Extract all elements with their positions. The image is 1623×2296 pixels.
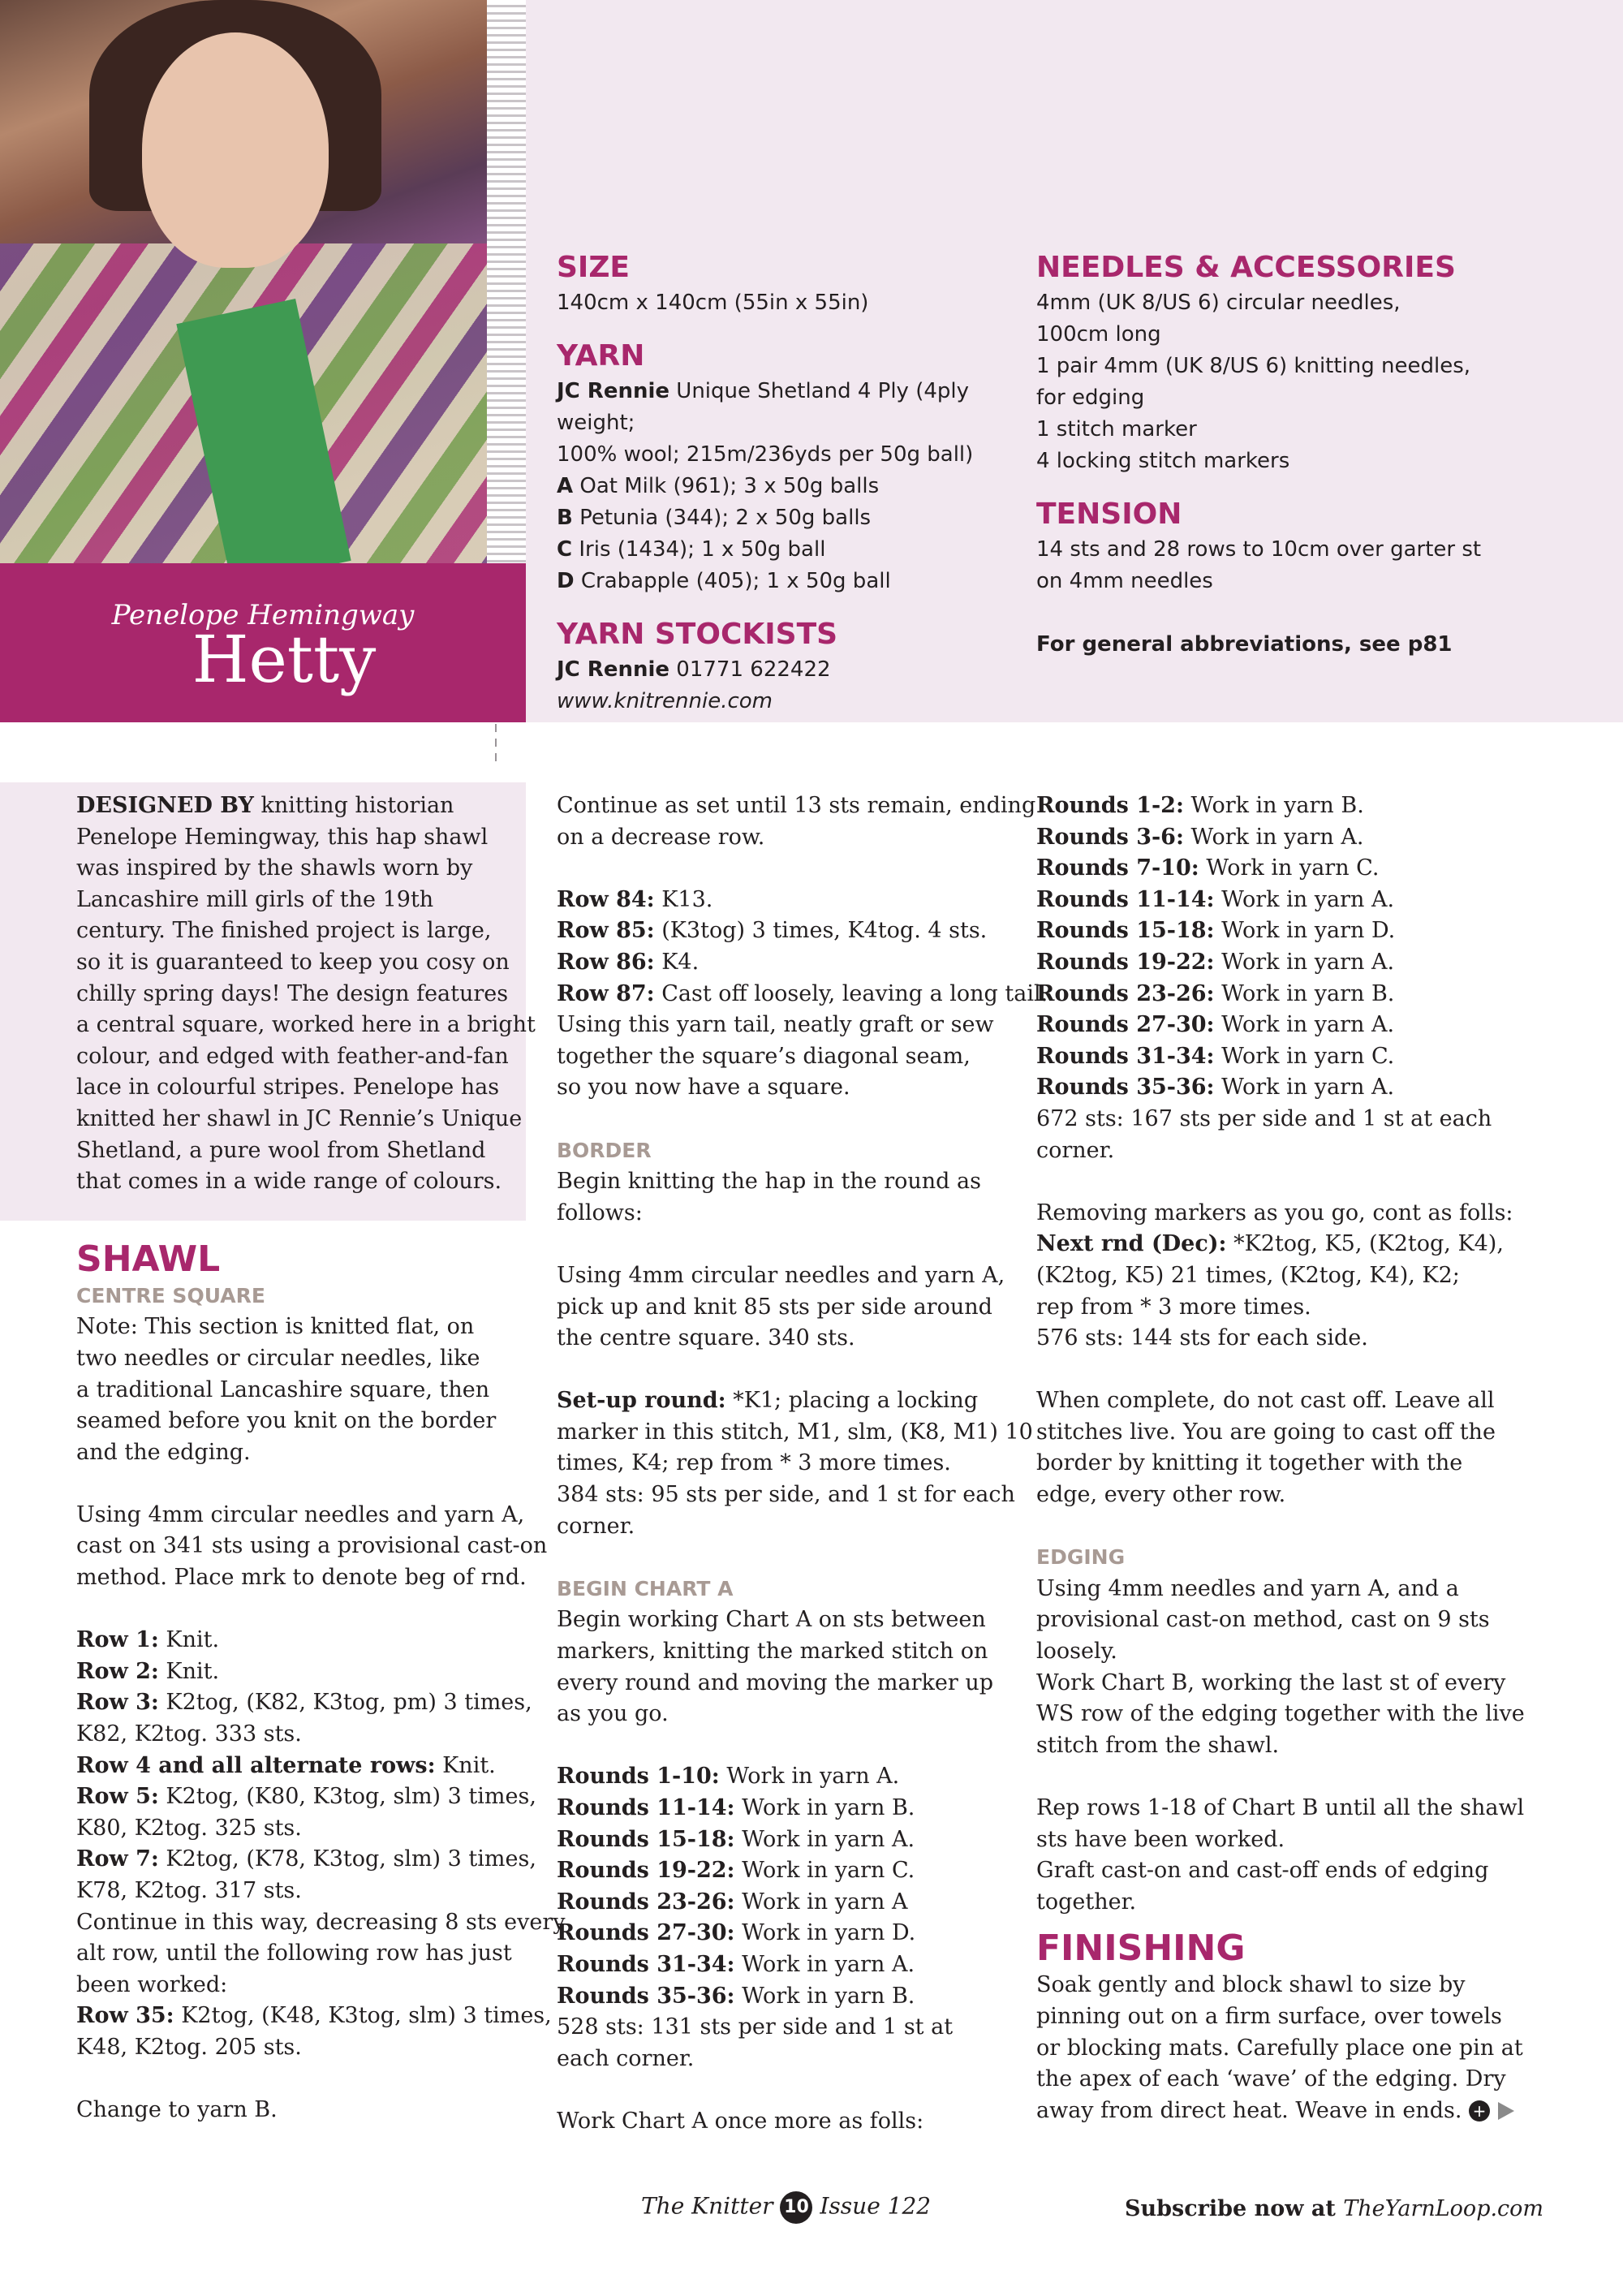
edging-heading: EDGING bbox=[1036, 1545, 1126, 1570]
caston-line: method. Place mrk to denote beg of rnd. bbox=[76, 1565, 527, 1591]
shawl-heading: SHAWL bbox=[76, 1238, 221, 1280]
stockists-heading: YARN STOCKISTS bbox=[557, 618, 838, 651]
size-heading: SIZE bbox=[557, 251, 631, 284]
text-line: Soak gently and block shawl to size by bbox=[1036, 1972, 1466, 1998]
column-2 bbox=[557, 790, 1048, 2138]
text-line: or blocking mats. Carefully place one pin at bbox=[1036, 2035, 1523, 2061]
text-line: provisional cast-on method, cast on 9 sts bbox=[1036, 1607, 1490, 1633]
row-instruction: K80, K2tog. 325 sts. bbox=[76, 1815, 302, 1841]
row-instruction: Row 2: Knit. bbox=[76, 1658, 220, 1684]
text-line: loosely. bbox=[1036, 1639, 1117, 1665]
footer-subscribe bbox=[1125, 2196, 1543, 2221]
note-line: a traditional Lancashire square, then bbox=[76, 1376, 490, 1402]
text-line: pick up and knit 85 sts per side around bbox=[557, 1294, 992, 1320]
row-instruction: K48, K2tog. 205 sts. bbox=[76, 2034, 302, 2060]
intro-line: was inspired by the shawls worn by bbox=[76, 855, 473, 881]
text-line: Work Chart B, working the last st of every bbox=[1036, 1669, 1506, 1695]
round-instruction: Rounds 1-2: Work in yarn B. bbox=[1036, 793, 1364, 818]
needles-line: 1 stitch marker bbox=[1036, 417, 1197, 442]
designer-name: Penelope Hemingway bbox=[111, 599, 415, 631]
text-line: Graft cast-on and cast-off ends of edging bbox=[1036, 1858, 1489, 1884]
change-yarn: Change to yarn B. bbox=[76, 2097, 278, 2123]
row-instruction: Row 3: K2tog, (K82, K3tog, pm) 3 times, bbox=[76, 1690, 532, 1716]
note-line: two needles or circular needles, like bbox=[76, 1345, 480, 1371]
text-line: the apex of each ‘wave’ of the edging. Dry bbox=[1036, 2066, 1506, 2092]
row-instruction: Continue in this way, decreasing 8 sts every bbox=[76, 1909, 566, 1935]
intro-line: DESIGNED BY knitting historian bbox=[76, 793, 454, 818]
intro-line: that comes in a wide range of colours. bbox=[76, 1169, 502, 1195]
stockist-contact: JC Rennie 01771 622422 bbox=[557, 657, 831, 682]
round-instruction: Rounds 11-14: Work in yarn A. bbox=[1036, 886, 1395, 912]
text-line: pinning out on a firm surface, over towels bbox=[1036, 2003, 1502, 2029]
yarn-colour-b: B Petunia (344); 2 x 50g balls bbox=[557, 506, 872, 530]
intro-line: so it is guaranteed to keep you cosy on bbox=[76, 949, 510, 975]
text-line: times, K4; rep from * 3 more times. bbox=[557, 1450, 951, 1476]
text-line: When complete, do not cast off. Leave all bbox=[1036, 1388, 1495, 1414]
text-line: together. bbox=[1036, 1889, 1137, 1915]
face-image bbox=[142, 32, 329, 268]
column-1 bbox=[76, 790, 566, 2126]
binding-ribbon bbox=[487, 0, 526, 563]
round-instruction: Rounds 11-14: Work in yarn B. bbox=[557, 1795, 915, 1820]
yarn-brand: JC Rennie bbox=[557, 379, 670, 403]
round-instruction: Rounds 19-22: Work in yarn A. bbox=[1036, 949, 1395, 975]
text-line: sts have been worked. bbox=[1036, 1826, 1285, 1852]
text-line: corner. bbox=[1036, 1137, 1115, 1163]
footer-magazine bbox=[641, 2191, 931, 2224]
row-instruction: Row 86: K4. bbox=[557, 949, 700, 975]
text-line: WS row of the edging together with the live bbox=[1036, 1701, 1525, 1727]
round-instruction: Rounds 31-34: Work in yarn C. bbox=[1036, 1043, 1395, 1069]
row-instruction: Row 35: K2tog, (K48, K3tog, slm) 3 times, bbox=[76, 2003, 552, 2029]
finishing-heading: FINISHING bbox=[1036, 1928, 1246, 1970]
text-line: (K2tog, K5) 21 times, (K2tog, K4), K2; bbox=[1036, 1262, 1460, 1288]
text-line: stitches live. You are going to cast off the bbox=[1036, 1419, 1496, 1445]
setup-round: Set-up round: *K1; placing a locking bbox=[557, 1388, 979, 1414]
intro-lead: DESIGNED BY bbox=[76, 793, 254, 818]
text-line: the centre square. 340 sts. bbox=[557, 1325, 855, 1351]
needles-line: 100cm long bbox=[1036, 322, 1161, 347]
subscribe-text: Subscribe now at bbox=[1125, 2196, 1344, 2221]
text-line: stitch from the shawl. bbox=[1036, 1732, 1280, 1758]
round-instruction: Rounds 15-18: Work in yarn D. bbox=[1036, 918, 1396, 944]
row-instruction: K78, K2tog. 317 sts. bbox=[76, 1878, 302, 1903]
text-line: 576 sts: 144 sts for each side. bbox=[1036, 1325, 1368, 1351]
yarn-line-2: 100% wool; 215m/236yds per 50g ball) bbox=[557, 442, 974, 467]
text-line: Removing markers as you go, cont as folls: bbox=[1036, 1200, 1513, 1226]
round-instruction: Rounds 1-10: Work in yarn A. bbox=[557, 1764, 900, 1790]
text-line: follows: bbox=[557, 1200, 643, 1226]
intro-line: chilly spring days! The design features bbox=[76, 980, 509, 1006]
text-line: edge, every other row. bbox=[1036, 1482, 1286, 1508]
model-photo bbox=[0, 0, 526, 563]
tension-line: 14 sts and 28 rows to 10cm over garter st bbox=[1036, 537, 1482, 562]
yarn-line-1: JC Rennie Unique Shetland 4 Ply (4ply weight; bbox=[557, 379, 970, 435]
text-line: 384 sts: 95 sts per side, and 1 st for each bbox=[557, 1482, 1015, 1508]
row-instruction: Row 1: Knit. bbox=[76, 1627, 220, 1653]
text-line: Using 4mm circular needles and yarn A, bbox=[557, 1262, 1005, 1288]
size-value: 140cm x 140cm (55in x 55in) bbox=[557, 291, 869, 315]
issue-number: Issue 122 bbox=[820, 2192, 932, 2220]
round-instruction: Rounds 27-30: Work in yarn D. bbox=[557, 1920, 916, 1946]
text-line: Work Chart A once more as folls: bbox=[557, 2108, 924, 2134]
chart-a-heading: BEGIN CHART A bbox=[557, 1576, 734, 1600]
row-instruction: Row 87: Cast off loosely, leaving a long tail. bbox=[557, 980, 1048, 1006]
magazine-name: The Knitter bbox=[641, 2192, 773, 2220]
intro-line: knitted her shawl in JC Rennie’s Unique bbox=[76, 1105, 523, 1131]
round-instruction: Rounds 3-6: Work in yarn A. bbox=[1036, 824, 1364, 850]
spec-column-left bbox=[557, 248, 1044, 717]
needles-line: for edging bbox=[1036, 386, 1145, 410]
intro-line: colour, and edged with feather-and-fan bbox=[76, 1043, 509, 1069]
text-line: Using 4mm needles and yarn A, and a bbox=[1036, 1575, 1459, 1601]
abbreviations-note: For general abbreviations, see p81 bbox=[1036, 632, 1453, 657]
text-line: border by knitting it together with the bbox=[1036, 1450, 1463, 1476]
intro-line: Shetland, a pure wool from Shetland bbox=[76, 1137, 486, 1163]
column-3 bbox=[1036, 790, 1556, 2126]
text-line: away from direct heat. Weave in ends. + bbox=[1036, 2096, 1556, 2127]
row-instruction: together the square’s diagonal seam, bbox=[557, 1043, 971, 1069]
round-instruction: Rounds 31-34: Work in yarn A. bbox=[557, 1951, 915, 1977]
round-instruction: Rounds 23-26: Work in yarn A bbox=[557, 1889, 908, 1915]
text-line: marker in this stitch, M1, slm, (K8, M1) 10 bbox=[557, 1419, 1033, 1445]
yarn-heading: YARN bbox=[557, 339, 645, 373]
row-instruction: alt row, until the following row has just bbox=[76, 1941, 512, 1966]
caston-line: cast on 341 sts using a provisional cast-on bbox=[76, 1533, 548, 1559]
subscribe-site[interactable]: TheYarnLoop.com bbox=[1343, 2196, 1544, 2221]
text-line: Begin knitting the hap in the round as bbox=[557, 1169, 982, 1195]
dec-round: Next rnd (Dec): *K2tog, K5, (K2tog, K4), bbox=[1036, 1231, 1504, 1257]
text-line: corner. bbox=[557, 1513, 635, 1539]
text-line: as you go. bbox=[557, 1701, 669, 1727]
tension-line: on 4mm needles bbox=[1036, 569, 1213, 593]
end-of-pattern-icon: + bbox=[1469, 2100, 1490, 2122]
centre-square-heading: CENTRE SQUARE bbox=[76, 1283, 265, 1307]
round-instruction: Rounds 27-30: Work in yarn A. bbox=[1036, 1012, 1395, 1038]
row-instruction: Row 4 and all alternate rows: Knit. bbox=[76, 1752, 496, 1778]
round-instruction: Rounds 35-36: Work in yarn A. bbox=[1036, 1075, 1395, 1101]
row-instruction: so you now have a square. bbox=[557, 1075, 850, 1101]
needles-line: 4 locking stitch markers bbox=[1036, 449, 1290, 473]
needles-heading: NEEDLES & ACCESSORIES bbox=[1036, 251, 1456, 284]
text-line: markers, knitting the marked stitch on bbox=[557, 1639, 988, 1665]
pattern-title: Hetty bbox=[192, 622, 377, 697]
yarn-colour-c: C Iris (1434); 1 x 50g ball bbox=[557, 537, 826, 562]
text-line: Begin working Chart A on sts between bbox=[557, 1607, 986, 1633]
round-instruction: Rounds 19-22: Work in yarn C. bbox=[557, 1858, 915, 1884]
text-line: Continue as set until 13 sts remain, ending bbox=[557, 793, 1036, 818]
row-instruction: been worked: bbox=[76, 1971, 228, 1997]
text-line: 672 sts: 167 sts per side and 1 st at each bbox=[1036, 1105, 1492, 1131]
stockist-website[interactable]: www.knitrennie.com bbox=[557, 689, 773, 713]
intro-line: century. The finished project is large, bbox=[76, 918, 492, 944]
text-line: every round and moving the marker up bbox=[557, 1669, 994, 1695]
row-instruction: Row 84: K13. bbox=[557, 886, 713, 912]
row-instruction: Row 85: (K3tog) 3 times, K4tog. 4 sts. bbox=[557, 918, 988, 944]
note-line: Note: This section is knitted flat, on bbox=[76, 1314, 475, 1340]
text-line: Rep rows 1-18 of Chart B until all the shawl bbox=[1036, 1795, 1525, 1820]
round-instruction: Rounds 15-18: Work in yarn A. bbox=[557, 1826, 915, 1852]
text-line: on a decrease row. bbox=[557, 824, 765, 850]
intro-line: lace in colourful stripes. Penelope has bbox=[76, 1075, 500, 1101]
round-instruction: Rounds 23-26: Work in yarn B. bbox=[1036, 980, 1395, 1006]
yarn-colour-d: D Crabapple (405); 1 x 50g ball bbox=[557, 569, 891, 593]
text-line: each corner. bbox=[557, 2045, 695, 2071]
page-number: 10 bbox=[780, 2191, 812, 2224]
intro-line: Lancashire mill girls of the 19th bbox=[76, 886, 434, 912]
needles-line: 1 pair 4mm (UK 8/US 6) knitting needles, bbox=[1036, 354, 1471, 378]
spec-column-right bbox=[1036, 248, 1604, 661]
caston-line: Using 4mm circular needles and yarn A, bbox=[76, 1501, 525, 1527]
row-instruction: K82, K2tog. 333 sts. bbox=[76, 1721, 302, 1747]
row-instruction: Row 5: K2tog, (K80, K3tog, slm) 3 times, bbox=[76, 1784, 536, 1810]
text-line: 528 sts: 131 sts per side and 1 st at bbox=[557, 2014, 954, 2040]
round-instruction: Rounds 7-10: Work in yarn C. bbox=[1036, 855, 1380, 881]
round-instruction: Rounds 35-36: Work in yarn B. bbox=[557, 1983, 915, 2009]
note-line: and the edging. bbox=[76, 1439, 251, 1465]
yarn-colour-a: A Oat Milk (961); 3 x 50g balls bbox=[557, 474, 880, 498]
text-line: rep from * 3 more times. bbox=[1036, 1294, 1311, 1320]
border-heading: BORDER bbox=[557, 1138, 652, 1162]
needles-line: 4mm (UK 8/US 6) circular needles, bbox=[1036, 291, 1401, 315]
tension-heading: TENSION bbox=[1036, 498, 1182, 531]
intro-line: a central square, worked here in a bright bbox=[76, 1012, 536, 1038]
continue-arrow-icon[interactable] bbox=[1498, 2102, 1514, 2120]
intro-line: Penelope Hemingway, this hap shawl bbox=[76, 824, 489, 850]
note-line: seamed before you knit on the border bbox=[76, 1408, 497, 1434]
row-instruction: Using this yarn tail, neatly graft or sew bbox=[557, 1012, 994, 1038]
row-instruction: Row 7: K2tog, (K78, K3tog, slm) 3 times, bbox=[76, 1846, 536, 1872]
